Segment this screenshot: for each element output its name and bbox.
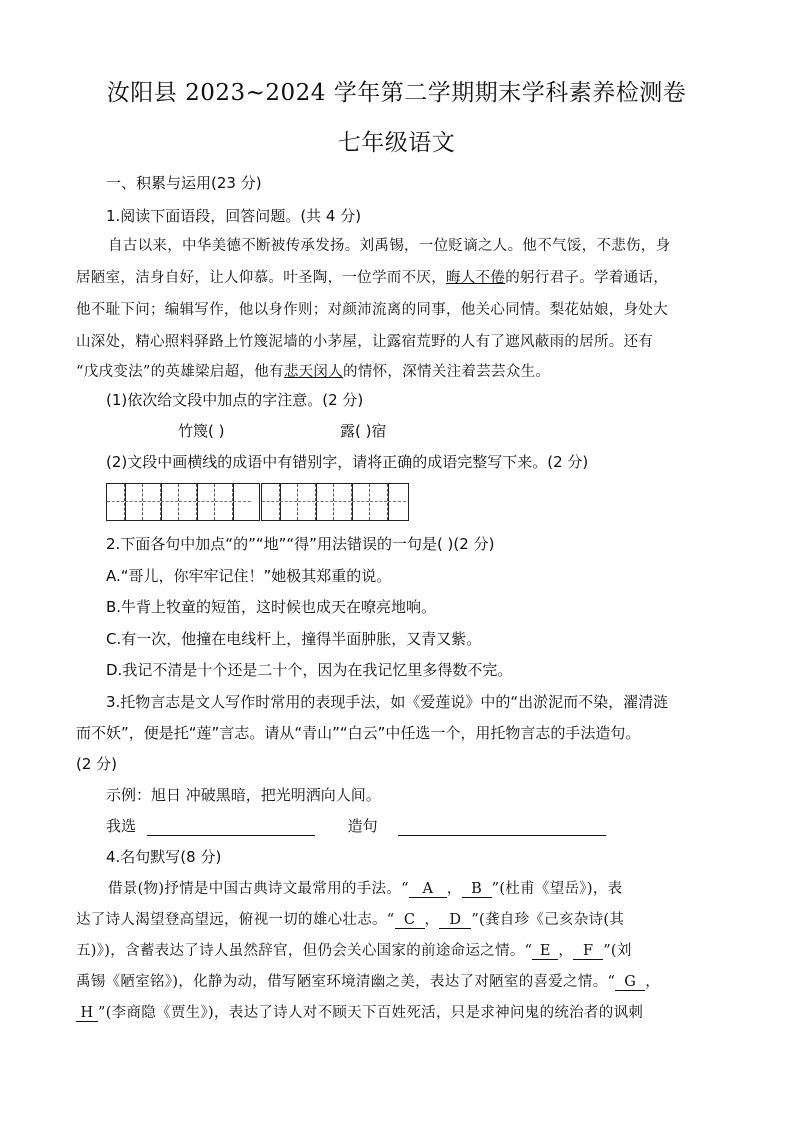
blank-d[interactable]: D <box>439 912 471 929</box>
q4-text: 五)》)，含蓄表达了诗人虽然辞官，但仍会关心国家的前途命运之情。“ <box>76 943 533 959</box>
choose-blank[interactable] <box>147 819 315 836</box>
q4-text: ”(李商隐《贾生》)，表达了诗人对不顾天下百姓死活，只是求神问鬼的统治者的讽刺 <box>98 1005 644 1021</box>
q4-separator: ， <box>424 912 440 928</box>
grid-cell <box>316 484 334 520</box>
q4-line-5 <box>76 1001 749 1022</box>
grid-cell <box>143 484 161 520</box>
q4-text: 达了诗人渴望登高望远，俯视一切的雄心壮志。“ <box>76 912 395 928</box>
q2-option-a: A.“哥儿，你牢牢记住！”她极其郑重的说。 <box>106 567 392 585</box>
q4-line-1 <box>108 877 749 898</box>
q3-line-3: (2 分) <box>76 755 118 773</box>
sentence-blank[interactable] <box>398 819 606 836</box>
grid-cell <box>125 484 143 520</box>
q2-option-c: C.有一次，他撞在电线杆上，撞得半面肿胀，又青又紫。 <box>106 630 482 648</box>
q4-line-3 <box>76 939 749 960</box>
q2-option-d: D.我记不清是十个还是二十个，因为在我记忆里多得数不完。 <box>106 661 513 679</box>
q2-stem: 2.下面各句中加点“的”“地”“得”用法错误的一句是( )(2 分) <box>106 535 495 553</box>
blank-e[interactable]: E <box>532 943 558 960</box>
underlined-idiom-1: 晦人不倦 <box>446 270 506 286</box>
q4-stem: 4.名句默写(8 分) <box>106 848 222 866</box>
q1-passage-line-1: 自古以来，中华美德不断被传承发扬。刘禹锡，一位贬谪之人。他不气馁，不悲伤，身 <box>108 238 671 254</box>
sentence-label: 造句 <box>347 817 378 835</box>
exam-title: 汝阳县 2023~2024 学年第二学期期末学科素养检测卷 <box>106 80 687 106</box>
q1-sub1-item-2: 露( )宿 <box>340 422 387 440</box>
q1-passage-line-4: 山深处，精心照料驿路上竹篾泥墙的小茅屋，让露宿荒野的人有了遮风蔽雨的居所。还有 <box>76 334 654 350</box>
q4-line-4 <box>76 970 749 991</box>
grid-cell <box>161 484 179 520</box>
q1-passage-line-5 <box>76 360 749 381</box>
q3-line-2: 而不妖”，便是托“莲”言志。请从“青山”“白云”中任选一个，用托物言志的手法造句。 <box>76 724 641 742</box>
grid-cell <box>233 484 251 520</box>
q4-text: 借景(物)抒情是中国古典诗文最常用的手法。“ <box>108 881 409 897</box>
q1-sub1-item-1: 竹篾( ) <box>178 422 225 440</box>
grid-cell <box>352 484 370 520</box>
grid-cell <box>370 484 388 520</box>
q1-stem: 1.阅读下面语段，回答问题。(共 4 分) <box>106 207 362 225</box>
section-heading: 一、积累与运用(23 分) <box>106 174 262 192</box>
grid-cell <box>197 484 215 520</box>
q4-text: 禹锡《陋室铭》)，化静为动，借写陋室环境清幽之美，表达了对陋室的喜爱之情。“ <box>76 974 616 990</box>
passage-text: 的情怀，深情关注着芸芸众生。 <box>343 364 551 380</box>
blank-f[interactable]: F <box>573 943 603 960</box>
q4-separator: ， <box>446 881 462 897</box>
q1-sub1-prompt: (1)依次给文段中加点的字注意。(2 分) <box>106 391 364 409</box>
underlined-idiom-2: 悲天闵人 <box>283 364 344 380</box>
answer-grid-right[interactable] <box>261 483 409 521</box>
grid-cell <box>262 484 280 520</box>
blank-c[interactable]: C <box>395 912 425 929</box>
q4-separator: ， <box>645 974 661 990</box>
grid-cell <box>107 484 125 520</box>
passage-text: 的躬行君子。学着通话， <box>505 270 669 286</box>
q3-example: 示例：旭日 冲破黑暗，把光明洒向人间。 <box>106 786 381 804</box>
q3-line-1: 3.托物言志是文人写作时常用的表现手法，如《爱莲说》中的“出淤泥而不染，濯清涟 <box>106 693 669 711</box>
grid-cell <box>280 484 298 520</box>
blank-b[interactable]: B <box>462 881 492 898</box>
answer-grid-left[interactable] <box>106 483 260 521</box>
q3-answer-row <box>106 815 749 836</box>
grid-cell <box>215 484 233 520</box>
q4-separator: ， <box>558 943 574 959</box>
q1-sub2-prompt: (2)文段中画横线的成语中有错别字，请将正确的成语完整写下来。(2 分) <box>106 453 589 471</box>
blank-a[interactable]: A <box>409 881 447 898</box>
q4-text: ”(刘 <box>603 943 632 959</box>
passage-text: 居陋室，洁身自好，让人仰慕。叶圣陶，一位学而不厌， <box>76 270 446 286</box>
q1-passage-line-2 <box>76 266 749 287</box>
q4-text: ”(杜甫《望岳》)，表 <box>491 881 623 897</box>
q4-text: ”(龚自珍《己亥杂诗(其 <box>471 912 625 928</box>
grid-cell <box>334 484 352 520</box>
blank-h[interactable]: H <box>76 1005 98 1022</box>
passage-text: “戊戌变法”的英雄梁启超，他有 <box>76 364 284 380</box>
exam-subtitle: 七年级语文 <box>337 130 456 156</box>
grid-cell <box>388 484 406 520</box>
blank-g[interactable]: G <box>615 974 645 991</box>
grid-cell <box>298 484 316 520</box>
q1-passage-line-3: 他不耻下问；编辑写作，他以身作则；对颜沛流离的同事，他关心同情。梨花姑娘，身处大 <box>76 302 668 318</box>
choose-label: 我选 <box>106 817 137 835</box>
grid-cell <box>179 484 197 520</box>
q4-line-2 <box>76 908 749 929</box>
q2-option-b: B.牛背上牧童的短笛，这时候也成天在嘹亮地响。 <box>106 598 437 616</box>
